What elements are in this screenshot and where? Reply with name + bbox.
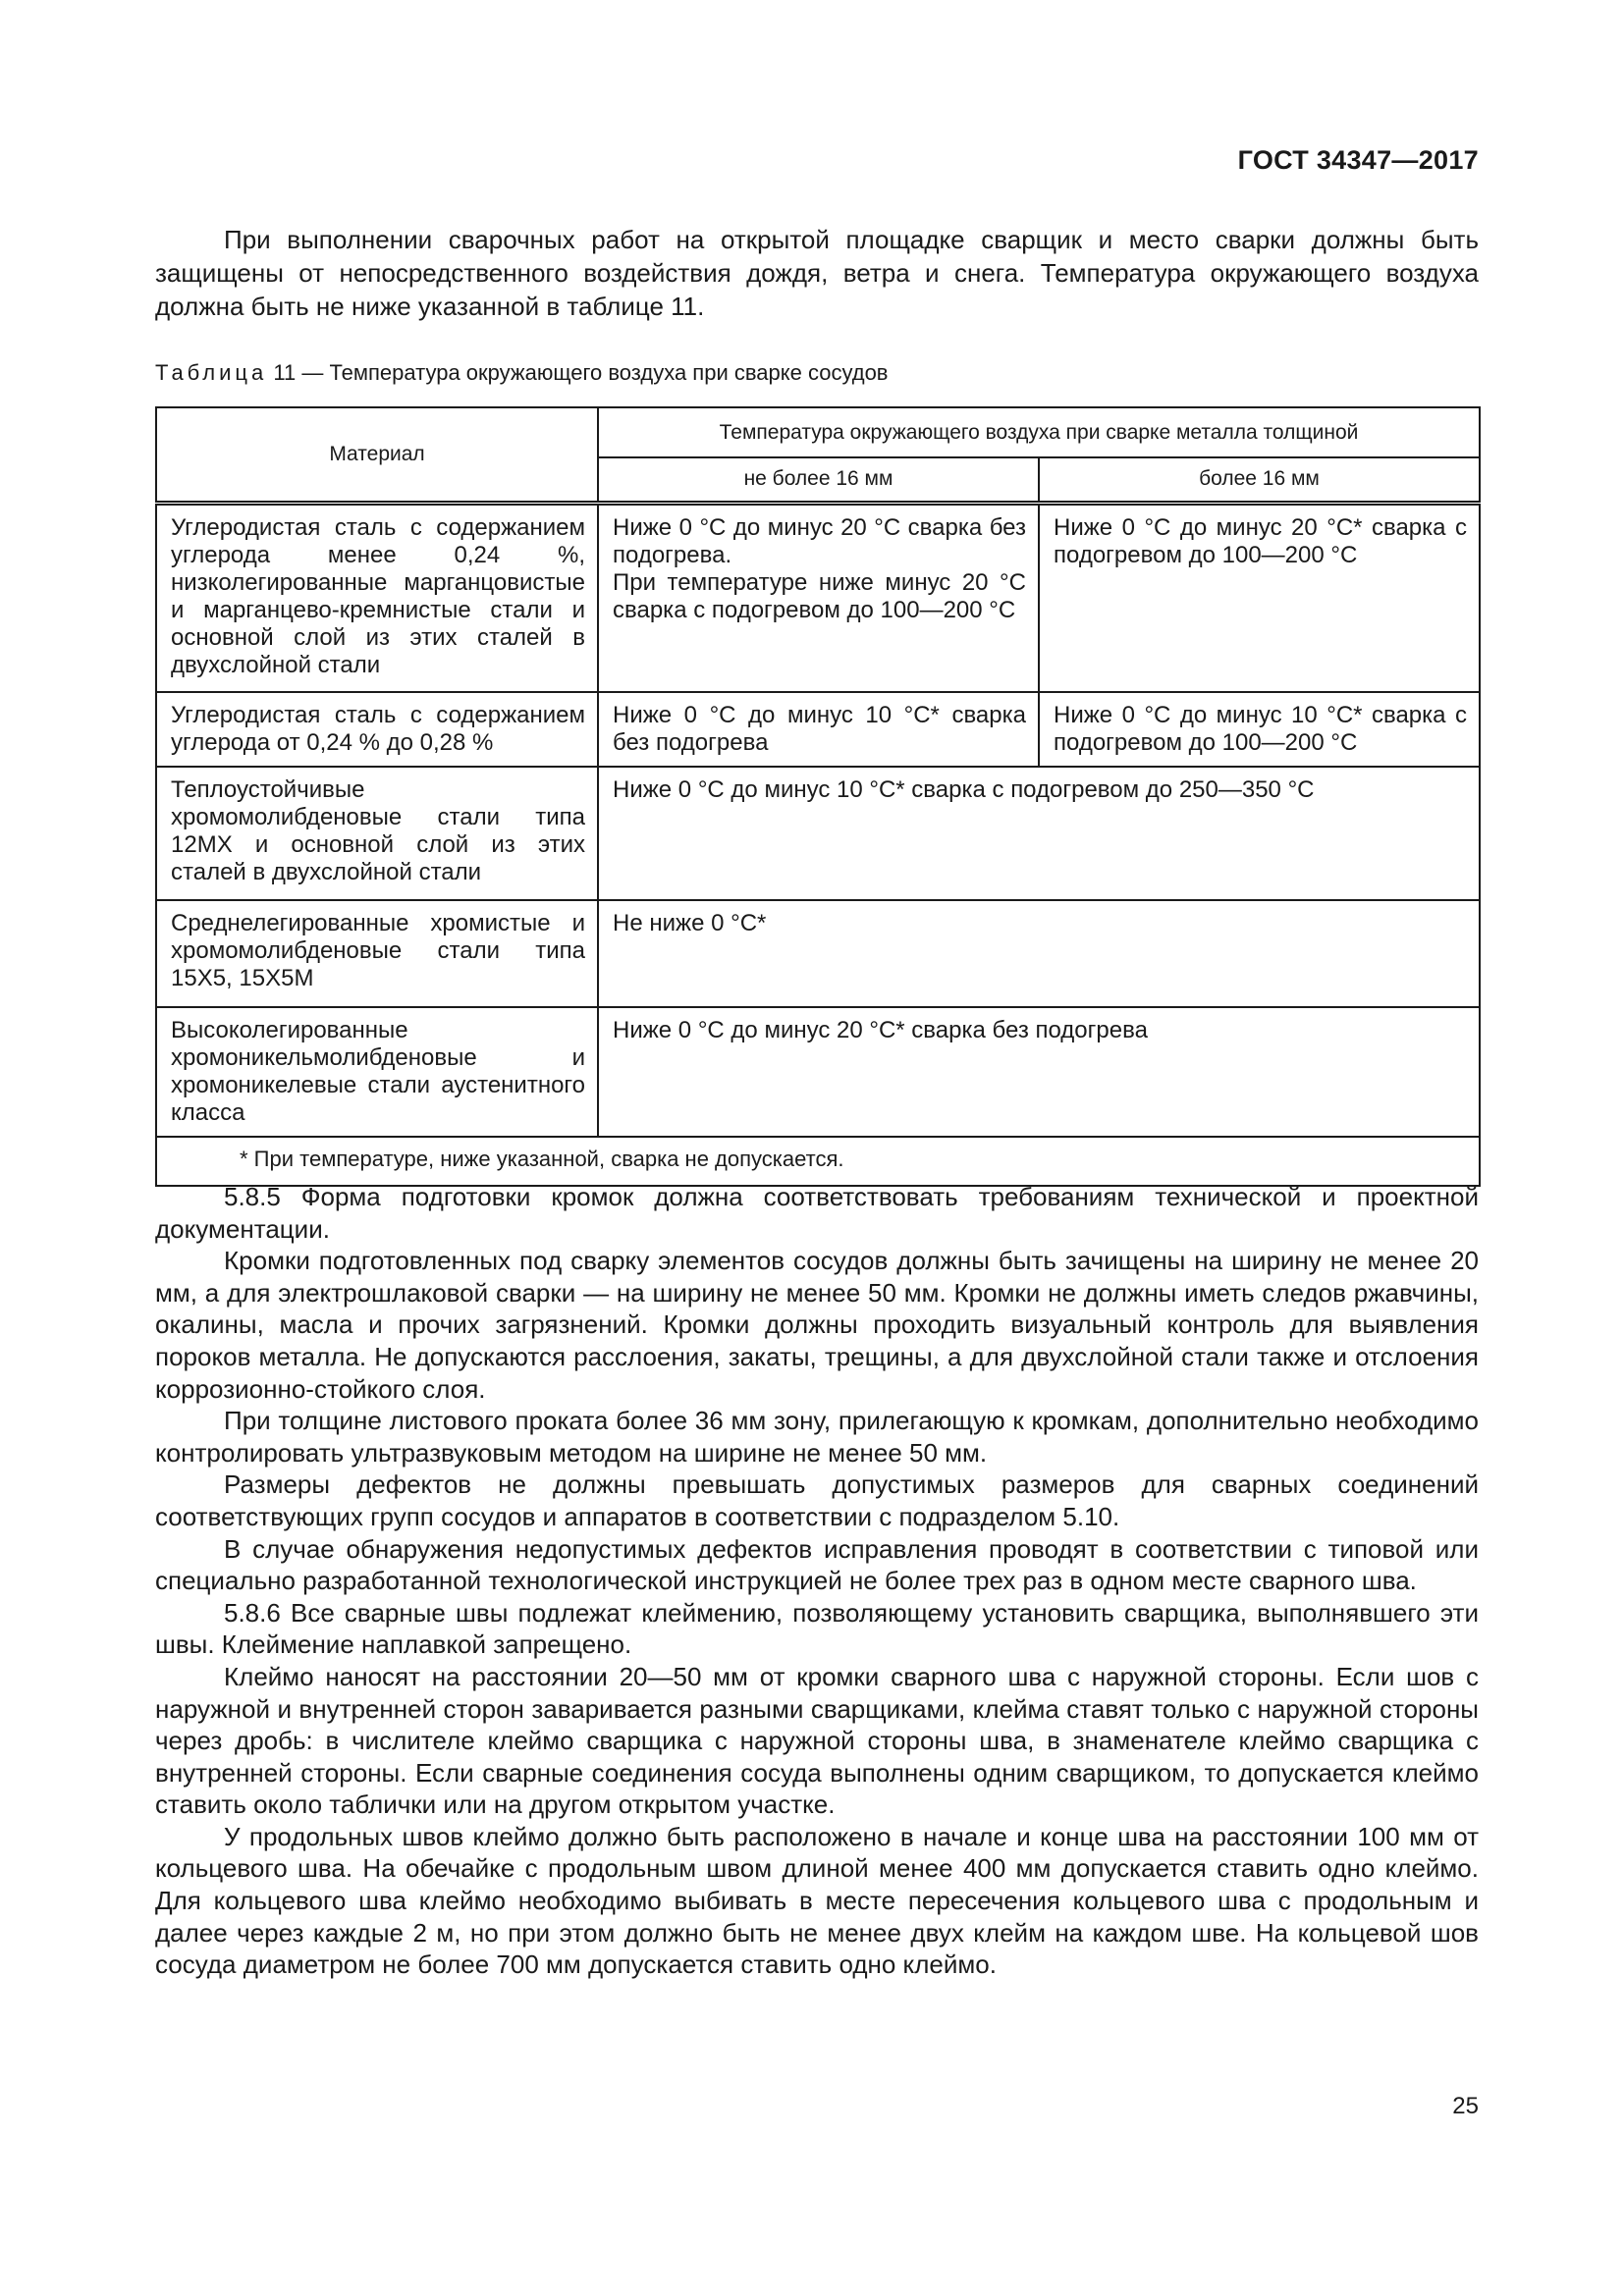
paragraph: В случае обнаружения недопустимых дефектов исправления проводят в соответствии с типовой или специально разработанной технологической инструкцией не более трех раз в одном месте сварного шва. — [155, 1533, 1479, 1596]
table-row — [156, 503, 1480, 692]
paragraph: 5.8.5 Форма подготовки кромок должна соответствовать требованиям технической и проектной документации. — [155, 1182, 1479, 1244]
table-caption-text: 11 — Температура окружающего воздуха при сварке сосудов — [273, 360, 889, 385]
paragraph: При толщине листового проката более 36 мм зону, прилегающую к кромкам, дополнительно необходимо контролировать ультразвуковым методом на ширине не менее 50 мм. — [155, 1406, 1479, 1468]
page-number: 25 — [1452, 2093, 1479, 2119]
material-cell: Углеродистая сталь с содержанием углерода менее 0,24 %, низколегированные марганцовистые и марганцево-кремнистые стали и основной слой из этих сталей в двухслойной стали — [156, 503, 598, 692]
material-cell: Высоколегированные хромоникельмолибденовые и хромоникелевые стали аустенитного класса — [156, 1007, 598, 1137]
paragraph: Размеры дефектов не должны превышать допустимых размеров для сварных соединений соответствующих групп сосудов и аппаратов в соответствии с подразделом 5.10. — [155, 1469, 1479, 1531]
thin-cell: Ниже 0 °С до минус 20 °С сварка без подогрева. При температуре ниже минус 20 °С сварка с подогревом до 100—200 °С — [598, 503, 1039, 692]
material-cell: Среднелегированные хромистые и хромомолибденовые стали типа 15Х5, 15Х5М — [156, 900, 598, 1007]
thick-cell: Ниже 0 °С до минус 20 °С* сварка с подогревом до 100—200 °С — [1039, 503, 1480, 692]
table-row — [156, 692, 1480, 767]
paragraph: У продольных швов клеймо должно быть расположено в начале и конце шва на расстоянии 100 мм от кольцевого шва. На обечайке с продольным швом длиной менее 400 мм допускается ставить одно клеймо. Для кольцевого шва клеймо необходимо выбивать в месте пересечения кольцевого шва с продольным и далее через каждые 2 м, но при этом должно быть не менее двух клейм на каждом шве. На кольцевой шов сосуда диаметром не более 700 мм допускается ставить одно клеймо. — [155, 1821, 1479, 1980]
intro-paragraph — [155, 223, 1479, 323]
paragraph: 5.8.6 Все сварные швы подлежат клеймению, позволяющему установить сварщика, выполнявшего эти швы. Клеймение наплавкой запрещено. — [155, 1597, 1479, 1660]
table-footnote: * При температуре, ниже указанной, сварка не допускается. — [156, 1137, 1480, 1186]
header-temperature-group: Температура окружающего воздуха при сварке металла толщиной — [598, 407, 1480, 457]
intro-text: При выполнении сварочных работ на открытой площадке сварщик и место сварки должны быть защищены от непосредственного воздействия дождя, ветра и снега. Температура окружающего воздуха должна быть не ниже указанной в таблице 11. — [155, 225, 1479, 321]
table-caption-label: Таблица — [155, 360, 268, 385]
merged-cell: Ниже 0 °С до минус 10 °С* сварка с подогревом до 250—350 °С — [598, 767, 1480, 900]
merged-cell: Не ниже 0 °С* — [598, 900, 1480, 1007]
merged-cell: Ниже 0 °С до минус 20 °С* сварка без подогрева — [598, 1007, 1480, 1137]
thin-cell: Ниже 0 °С до минус 10 °С* сварка без подогрева — [598, 692, 1039, 767]
material-cell: Углеродистая сталь с содержанием углерода от 0,24 % до 0,28 % — [156, 692, 598, 767]
table-caption — [155, 358, 889, 388]
header-thick: более 16 мм — [1039, 457, 1480, 503]
header-material: Материал — [156, 407, 598, 503]
header-thin: не более 16 мм — [598, 457, 1039, 503]
table-row — [156, 767, 1480, 900]
material-cell: Теплоустойчивые хромомолибденовые стали типа 12МХ и основной слой из этих сталей в двухслойной стали — [156, 767, 598, 900]
thick-cell: Ниже 0 °С до минус 10 °С* сварка с подогревом до 100—200 °С — [1039, 692, 1480, 767]
table-row — [156, 900, 1480, 1007]
body-text — [155, 1181, 1479, 1981]
paragraph: Кромки подготовленных под сварку элементов сосудов должны быть зачищены на ширину не менее 20 мм, а для электрошлаковой сварки — на ширину не менее 50 мм. Кромки не должны иметь следов ржавчины, окалины, масла и прочих загрязнений. Кромки должны проходить визуальный контроль для выявления пороков металла. Не допускаются расслоения, закаты, трещины, а для двухслойной стали также и отслоения коррозионно-стойкого слоя. — [155, 1246, 1479, 1404]
temperature-table — [155, 406, 1481, 1187]
table-row — [156, 1007, 1480, 1137]
document-id-header: ГОСТ 34347—2017 — [1237, 145, 1479, 175]
paragraph: Клеймо наносят на расстоянии 20—50 мм от кромки сварного шва с наружной стороны. Если шов с наружной и внутренней сторон заваривается разными сварщиками, клейма ставят только с наружной стороны через дробь: в числителе клеймо сварщика с наружной стороны шва, в знаменателе клеймо сварщика с внутренней стороны. Если сварные соединения сосуда выполнены одним сварщиком, то допускается клеймо ставить около таблички или на другом открытом участке. — [155, 1661, 1479, 1820]
